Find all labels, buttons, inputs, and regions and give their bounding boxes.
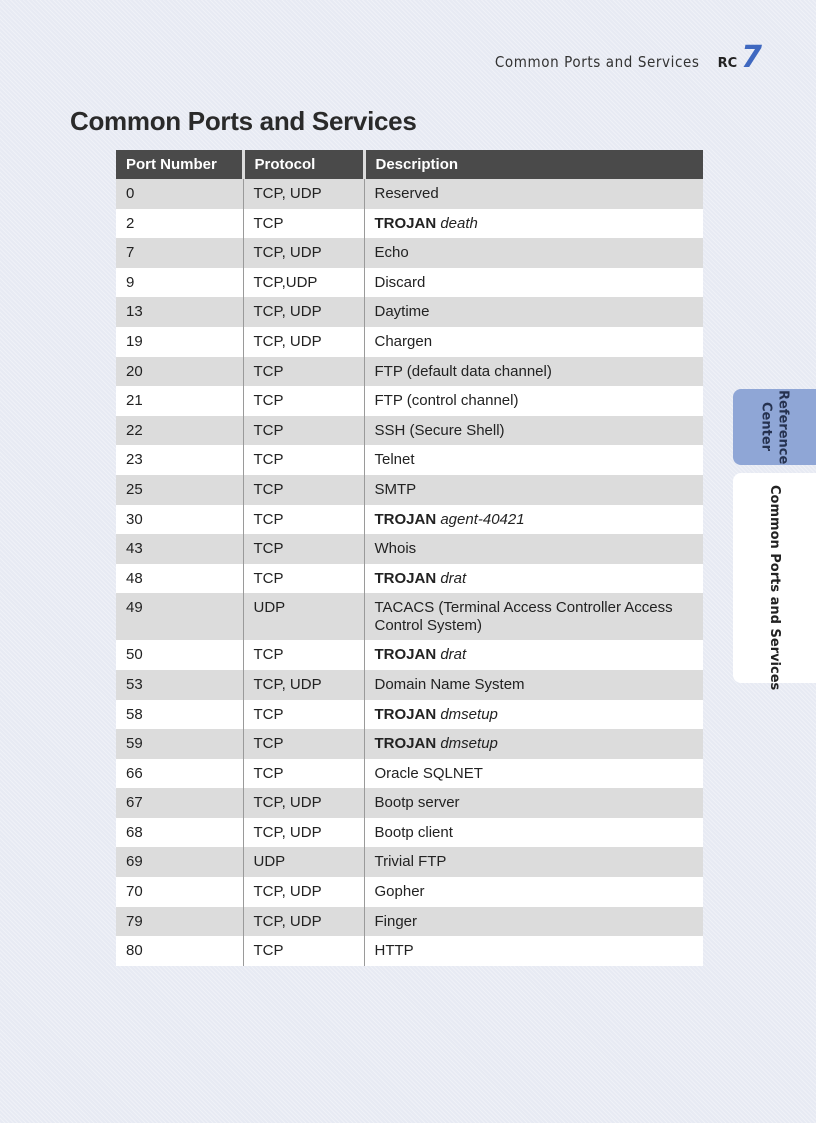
port-number-cell: 13	[116, 297, 243, 327]
protocol-cell: TCP	[243, 759, 364, 789]
description-cell: Reserved	[364, 179, 703, 209]
table-row	[116, 416, 703, 446]
description-cell	[364, 209, 703, 239]
port-number-cell: 25	[116, 475, 243, 505]
description-cell	[364, 640, 703, 670]
trojan-label: TROJAN	[374, 569, 437, 587]
ports-table	[116, 150, 703, 966]
trojan-name: drat	[440, 569, 467, 587]
port-number-cell: 30	[116, 505, 243, 535]
description-cell: Bootp server	[364, 788, 703, 818]
trojan-label: TROJAN	[374, 735, 437, 753]
protocol-cell: TCP, UDP	[243, 877, 364, 907]
trojan-name: drat	[440, 646, 467, 664]
port-number-cell: 79	[116, 907, 243, 937]
tab-reference-center-label: Reference Center	[758, 389, 791, 465]
protocol-cell: TCP	[243, 416, 364, 446]
tab-common-ports[interactable]	[733, 473, 816, 691]
description-cell: Echo	[364, 238, 703, 268]
description-cell: Bootp client	[364, 818, 703, 848]
port-number-cell: 43	[116, 534, 243, 564]
port-number-cell: 68	[116, 818, 243, 848]
description-cell: FTP (control channel)	[364, 386, 703, 416]
running-head-title: Common Ports and Services	[494, 53, 700, 71]
port-number-cell: 21	[116, 386, 243, 416]
description-cell	[364, 505, 703, 535]
port-number-cell: 59	[116, 729, 243, 759]
table-row	[116, 593, 703, 640]
table-row	[116, 564, 703, 594]
protocol-cell: TCP, UDP	[243, 179, 364, 209]
port-number-cell: 19	[116, 327, 243, 357]
table-row	[116, 788, 703, 818]
protocol-cell: TCP	[243, 729, 364, 759]
port-number-cell: 70	[116, 877, 243, 907]
description-cell: HTTP	[364, 936, 703, 966]
header-description: Description	[364, 150, 703, 179]
table-row	[116, 877, 703, 907]
trojan-name: agent-40421	[440, 510, 525, 528]
ports-table-body	[116, 179, 703, 966]
port-number-cell: 49	[116, 593, 243, 640]
description-cell: FTP (default data channel)	[364, 357, 703, 387]
port-number-cell: 67	[116, 788, 243, 818]
table-row	[116, 640, 703, 670]
protocol-cell: TCP, UDP	[243, 327, 364, 357]
protocol-cell: TCP	[243, 640, 364, 670]
port-number-cell: 53	[116, 670, 243, 700]
trojan-name: dmsetup	[440, 735, 498, 753]
trojan-label: TROJAN	[374, 510, 437, 528]
description-cell: Telnet	[364, 445, 703, 475]
description-cell: Daytime	[364, 297, 703, 327]
protocol-cell: TCP, UDP	[243, 818, 364, 848]
protocol-cell: TCP,UDP	[243, 268, 364, 298]
side-tabs	[733, 389, 816, 691]
port-number-cell: 23	[116, 445, 243, 475]
trojan-label: TROJAN	[374, 646, 437, 664]
port-number-cell: 80	[116, 936, 243, 966]
table-row	[116, 818, 703, 848]
protocol-cell: TCP	[243, 564, 364, 594]
description-cell: Oracle SQLNET	[364, 759, 703, 789]
header-port-number: Port Number	[116, 150, 243, 179]
port-number-cell: 7	[116, 238, 243, 268]
protocol-cell: TCP, UDP	[243, 907, 364, 937]
description-cell: Finger	[364, 907, 703, 937]
description-cell	[364, 700, 703, 730]
tab-common-ports-label: Common Ports and Services	[767, 485, 782, 691]
port-number-cell: 69	[116, 847, 243, 877]
description-cell: Domain Name System	[364, 670, 703, 700]
protocol-cell: TCP, UDP	[243, 297, 364, 327]
protocol-cell: TCP	[243, 936, 364, 966]
reference-center-badge	[717, 40, 762, 75]
protocol-cell: TCP	[243, 700, 364, 730]
protocol-cell: TCP, UDP	[243, 670, 364, 700]
description-cell: Chargen	[364, 327, 703, 357]
description-cell: Whois	[364, 534, 703, 564]
protocol-cell: TCP	[243, 475, 364, 505]
port-number-cell: 0	[116, 179, 243, 209]
protocol-cell: TCP	[243, 445, 364, 475]
trojan-name: dmsetup	[440, 705, 498, 723]
table-row	[116, 268, 703, 298]
table-row	[116, 534, 703, 564]
table-row	[116, 847, 703, 877]
description-cell: SSH (Secure Shell)	[364, 416, 703, 446]
table-row	[116, 936, 703, 966]
description-cell: Discard	[364, 268, 703, 298]
port-number-cell: 9	[116, 268, 243, 298]
protocol-cell: TCP, UDP	[243, 238, 364, 268]
ports-table-header	[116, 150, 703, 179]
table-row	[116, 179, 703, 209]
rc-badge-text: RC	[717, 56, 738, 71]
page-title: Common Ports and Services	[70, 106, 417, 136]
running-head	[494, 40, 762, 75]
port-number-cell: 48	[116, 564, 243, 594]
port-number-cell: 58	[116, 700, 243, 730]
protocol-cell: TCP	[243, 209, 364, 239]
table-row	[116, 759, 703, 789]
description-cell: SMTP	[364, 475, 703, 505]
port-number-cell: 66	[116, 759, 243, 789]
protocol-cell: TCP	[243, 505, 364, 535]
table-row	[116, 475, 703, 505]
table-row	[116, 209, 703, 239]
table-row	[116, 700, 703, 730]
table-row	[116, 327, 703, 357]
table-row	[116, 505, 703, 535]
description-cell: Trivial FTP	[364, 847, 703, 877]
description-cell	[364, 729, 703, 759]
port-number-cell: 50	[116, 640, 243, 670]
description-cell	[364, 564, 703, 594]
table-row	[116, 357, 703, 387]
table-row	[116, 386, 703, 416]
trojan-label: TROJAN	[374, 214, 437, 232]
table-row	[116, 238, 703, 268]
port-number-cell: 20	[116, 357, 243, 387]
trojan-label: TROJAN	[374, 705, 437, 723]
port-number-cell: 2	[116, 209, 243, 239]
table-row	[116, 445, 703, 475]
trojan-name: death	[440, 214, 478, 232]
protocol-cell: TCP, UDP	[243, 788, 364, 818]
protocol-cell: TCP	[243, 534, 364, 564]
table-row	[116, 729, 703, 759]
tab-reference-center[interactable]	[733, 389, 816, 465]
page-number: 7	[741, 40, 762, 75]
description-cell: Gopher	[364, 877, 703, 907]
table-row	[116, 297, 703, 327]
protocol-cell: TCP	[243, 357, 364, 387]
description-cell: TACACS (Terminal Access Controller Access Control System)	[364, 593, 703, 640]
header-protocol: Protocol	[243, 150, 364, 179]
table-row	[116, 670, 703, 700]
port-number-cell: 22	[116, 416, 243, 446]
protocol-cell: TCP	[243, 386, 364, 416]
protocol-cell: UDP	[243, 593, 364, 640]
protocol-cell: UDP	[243, 847, 364, 877]
table-row	[116, 907, 703, 937]
